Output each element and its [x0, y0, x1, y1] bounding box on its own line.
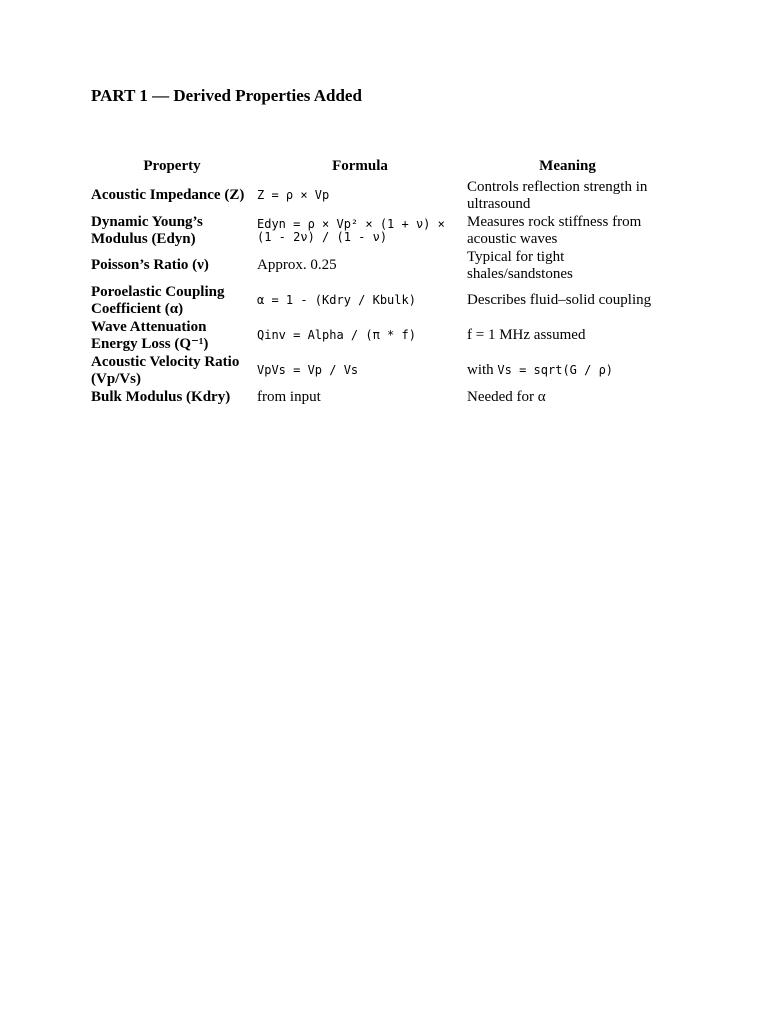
formula-cell: VpVs = Vp / Vs: [257, 363, 359, 377]
table-row: [89, 283, 670, 318]
table-row: [89, 213, 670, 248]
table-row: [89, 248, 670, 283]
property-cell: Acoustic Impedance (Z): [91, 187, 245, 203]
meaning-code: Vs = sqrt(G / ρ): [497, 363, 614, 377]
header-meaning: Meaning: [539, 157, 596, 174]
meaning-cell: [465, 353, 670, 388]
property-cell: Poroelastic Coupling Coefficient (α): [91, 283, 225, 317]
formula-cell: Edyn = ρ × Vp² × (1 + ν) × (1 - 2ν) / (1 - ν): [257, 216, 445, 244]
meaning-cell: Needed for α: [467, 388, 546, 405]
formula-cell: α = 1 - (Kdry / Kbulk): [257, 293, 416, 307]
meaning-cell: Measures rock stiffness from acoustic waves: [467, 213, 642, 247]
meaning-cell: Typical for tight shales/sandstones: [467, 248, 573, 282]
property-cell: Wave Attenuation Energy Loss (Q⁻¹): [91, 318, 209, 352]
meaning-cell: f = 1 MHz assumed: [467, 327, 586, 343]
page-title: PART 1 — Derived Properties Added: [91, 86, 362, 105]
meaning-prefix: with: [467, 362, 498, 378]
table-row: [89, 353, 670, 388]
property-cell: Dynamic Young’s Modulus (Edyn): [91, 213, 203, 247]
formula-cell: Z = ρ × Vp: [257, 188, 330, 202]
property-cell: Poisson’s Ratio (ν): [91, 257, 209, 273]
formula-cell: Approx. 0.25: [257, 257, 337, 273]
table-row: [89, 388, 670, 406]
property-cell: Bulk Modulus (Kdry): [91, 388, 231, 405]
header-formula: Formula: [332, 157, 388, 174]
meaning-cell: Describes fluid–solid coupling: [467, 292, 652, 308]
derived-properties-table: [89, 154, 670, 406]
header-property: Property: [143, 157, 201, 174]
formula-cell: Qinv = Alpha / (π * f): [257, 328, 416, 342]
meaning-cell: Controls reflection strength in ultrasound: [467, 178, 648, 212]
property-cell: Acoustic Velocity Ratio (Vp/Vs): [91, 353, 240, 387]
table-row: [89, 318, 670, 353]
table-header-row: [89, 154, 670, 178]
formula-cell: from input: [257, 388, 321, 405]
table-row: [89, 178, 670, 213]
